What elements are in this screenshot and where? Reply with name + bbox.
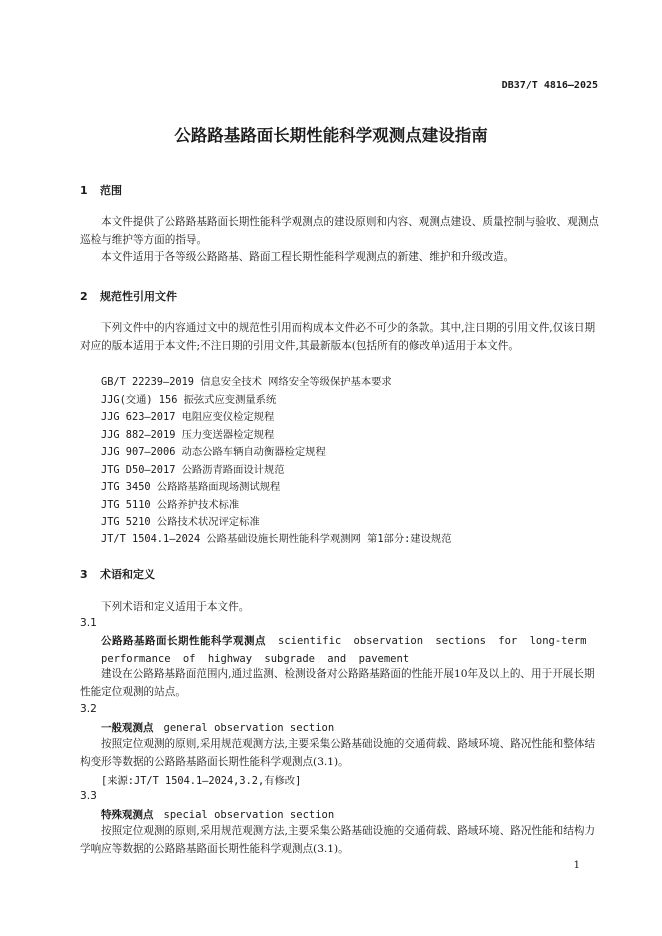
term-source: [来源:JT/T 1504.1—2024,3.2,有修改] [101,775,302,787]
paragraph: 本文件适用于各等级公路路基、路面工程长期性能科学观测点的新建、维护和升级改造。 [101,251,515,263]
document-code: DB37/T 4816—2025 [501,80,598,91]
term-heading [101,720,334,735]
section-number: 2 [80,290,88,303]
section-title: 范围 [100,184,122,197]
paragraph: 下列文件中的内容通过文中的规范性引用而构成本文件必不可少的条款。其中,注日期的引用文件,仅该日期对应的版本适用于本文件;不注日期的引用文件,其最新版本(包括所有的修改单)适用于本文件。 [80,322,596,352]
reference-item: JJG 623—2017 电阻应变仪检定规程 [101,411,275,423]
document-title: 公路路基路面长期性能科学观测点建设指南 [174,126,488,145]
reference-item: GB/T 22239—2019 信息安全技术 网络安全等级保护基本要求 [101,376,392,388]
term-zh: 一般观测点 [101,722,154,734]
reference-item: JTG D50—2017 公路沥青路面设计规范 [101,464,285,476]
term-definition: 建设在公路路基路面范围内,通过监测、检测设备对公路路基路面的性能开展10年及以上的、用于开展长期性能定位观测的站点。 [80,668,595,698]
term-en: special observation section [163,809,335,821]
reference-item: JTG 5110 公路养护技术标准 [101,499,240,511]
section-number: 3 [80,568,88,581]
section-title: 术语和定义 [100,568,155,581]
paragraph: 下列术语和定义适用于本文件。 [101,601,250,613]
reference-item: JJG 882—2019 压力变送器检定规程 [101,429,275,441]
paragraph: 本文件提供了公路路基路面长期性能科学观测点的建设原则和内容、观测点建设、质量控制与验收、观测点巡检与维护等方面的指导。 [80,216,599,246]
reference-item: JJG(交通) 156 振弦式应变测量系统 [101,394,277,406]
section-3-heading [80,566,155,582]
term-heading [101,807,334,822]
section-1-heading [80,182,122,198]
page-number: 1 [573,860,580,871]
term-en: scientific observation sections for long-term performance of highway subgrade and pavement [101,635,587,665]
term-heading [101,632,601,668]
reference-item: JJG 907—2006 动态公路车辆自动衡器检定规程 [101,446,326,458]
reference-item: JTG 3450 公路路基路面现场测试规程 [101,481,281,493]
section-2-heading [80,288,177,304]
term-number: 3.2 [80,703,97,715]
term-definition: 按照定位观测的原则,采用规范观测方法,主要采集公路基础设施的交通荷载、路域环境、路况性能和结构力学响应等数据的公路路基路面长期性能科学观测点(3.1)。 [80,825,596,855]
reference-item: JTG 5210 公路技术状况评定标准 [101,516,260,528]
reference-item: JT/T 1504.1—2024 公路基础设施长期性能科学观测网 第1部分:建设规范 [101,533,452,545]
term-number: 3.1 [80,617,97,629]
section-title: 规范性引用文件 [100,290,177,303]
term-zh: 特殊观测点 [101,809,154,821]
term-definition: 按照定位观测的原则,采用规范观测方法,主要采集公路基础设施的交通荷载、路域环境、路况性能和整体结构变形等数据的公路路基路面长期性能科学观测点(3.1)。 [80,738,596,768]
term-number: 3.3 [80,790,97,802]
term-zh: 公路路基路面长期性能科学观测点 [101,635,266,647]
section-number: 1 [80,184,88,197]
term-en: general observation section [163,722,335,734]
